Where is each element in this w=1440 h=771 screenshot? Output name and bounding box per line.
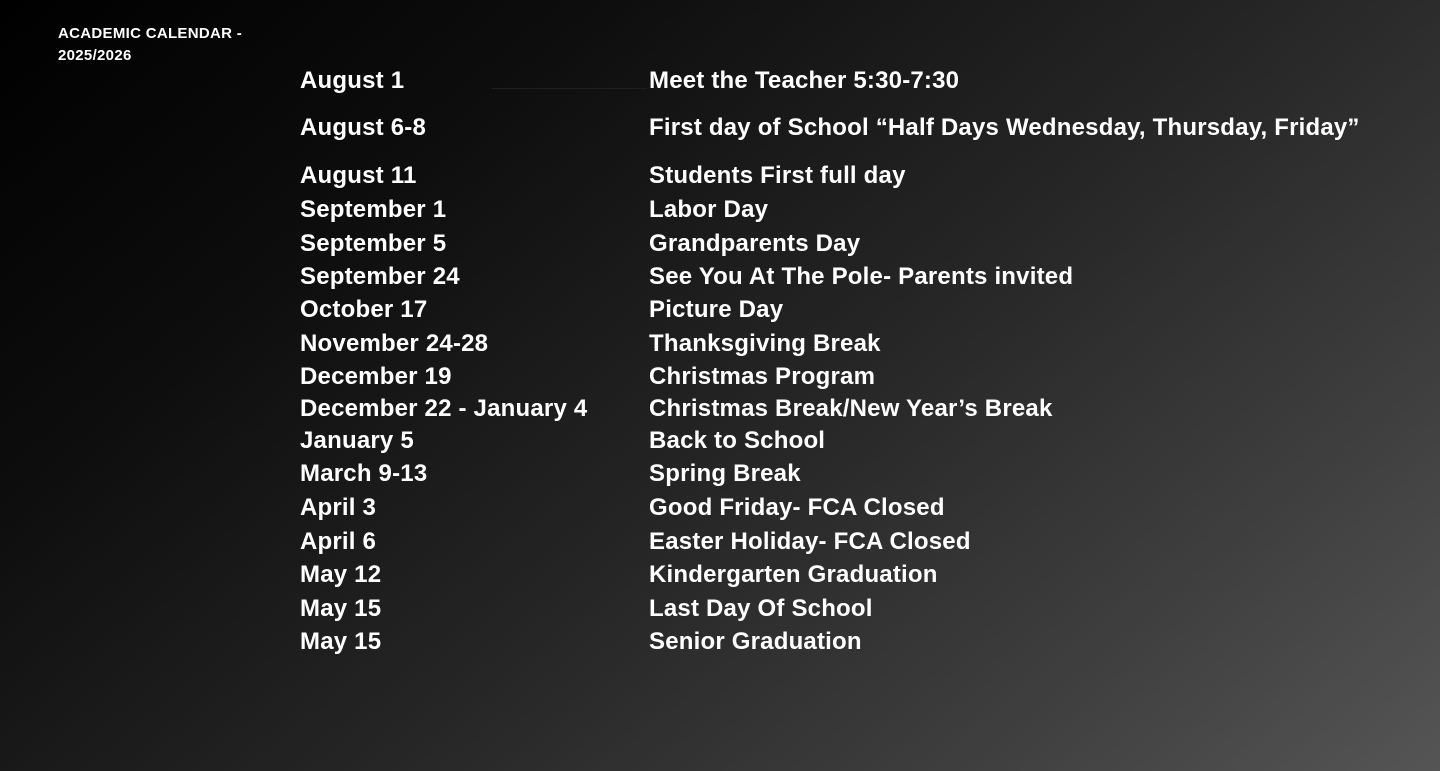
event-date: August 1: [300, 67, 405, 94]
event-description: Kindergarten Graduation: [649, 561, 938, 588]
event-description: Spring Break: [649, 460, 801, 487]
event-date: October 17: [300, 296, 428, 323]
page-title: ACADEMIC CALENDAR - 2025/2026: [58, 25, 243, 64]
event-date: March 9-13: [300, 460, 428, 487]
event-date: August 6-8: [300, 114, 427, 141]
event-description: Thanksgiving Break: [649, 330, 881, 357]
event-description: Picture Day: [649, 296, 784, 323]
event-date: May 15: [300, 628, 382, 655]
event-date: December 22 - January 4: [300, 395, 588, 422]
event-date: August 11: [300, 162, 417, 189]
event-description: See You At The Pole- Parents invited: [649, 263, 1074, 290]
event-description: Good Friday- FCA Closed: [649, 494, 945, 521]
event-date: November 24-28: [300, 330, 489, 357]
event-description: Easter Holiday- FCA Closed: [649, 528, 971, 555]
event-description: Senior Graduation: [649, 628, 862, 655]
event-date: September 24: [300, 263, 460, 290]
event-date: December 19: [300, 363, 452, 390]
event-date: April 6: [300, 528, 377, 555]
event-date: September 1: [300, 196, 447, 223]
event-description: Back to School: [649, 427, 826, 454]
event-description: Last Day Of School: [649, 595, 873, 622]
event-date: May 12: [300, 561, 382, 588]
event-description: Meet the Teacher 5:30-7:30: [649, 67, 960, 94]
divider-line: [492, 88, 647, 89]
event-description: Students First full day: [649, 162, 906, 189]
event-date: April 3: [300, 494, 377, 521]
event-description: Christmas Program: [649, 363, 876, 390]
event-date: May 15: [300, 595, 382, 622]
event-description: Grandparents Day: [649, 230, 861, 257]
event-date: January 5: [300, 427, 414, 454]
event-date: September 5: [300, 230, 447, 257]
event-description: Christmas Break/New Year’s Break: [649, 395, 1053, 422]
event-description: First day of School “Half Days Wednesday, Thursday, Friday”: [649, 114, 1360, 141]
event-description: Labor Day: [649, 196, 769, 223]
